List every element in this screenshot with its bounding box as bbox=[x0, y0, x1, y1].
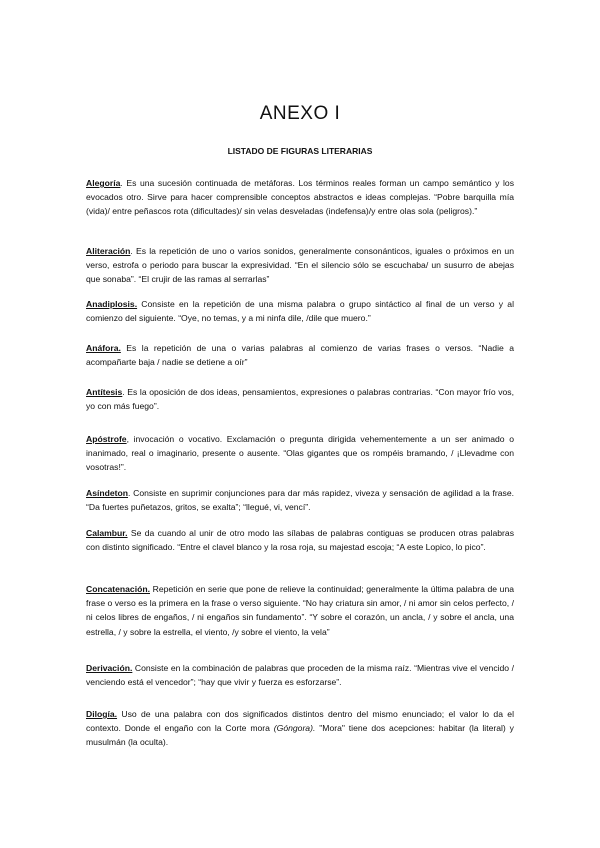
page-title: ANEXO I bbox=[259, 103, 341, 124]
entry-apostrofe bbox=[86, 432, 514, 475]
entry-text: Consiste en la repetición de una misma palabra o grupo sintáctico al final de un verso y al comienzo del siguiente. “Oye, no temas, y a mi ninfa dile, /dile que muero.” bbox=[86, 299, 514, 324]
entry-text: Uso de una palabra con dos significados distintos dentro del mismo enunciado; el valor lo da el contexto. Donde el engaño con la Corte mora bbox=[86, 709, 514, 734]
entry-text: . Es la oposición de dos ideas, pensamientos, expresiones o palabras contrarias. “Con mayor frío vos, yo con más fuego”. bbox=[86, 387, 514, 412]
entry-term: Anáfora. bbox=[86, 343, 121, 353]
entry-source: (Góngora). bbox=[273, 723, 316, 734]
entry-antitesis bbox=[86, 385, 514, 413]
entry-text: Es la repetición de una o varias palabras al comienzo de varias frases o versos. “Nadie a acompañarte baja / nadie se detiene a oír” bbox=[86, 343, 514, 368]
entry-term: Calambur. bbox=[86, 528, 128, 538]
entry-anafora bbox=[86, 341, 514, 369]
entry-text: Repetición en serie que pone de relieve la continuidad; generalmente la última palabra de una frase o verso es la primera en la frase o verso siguiente. “No hay criatura sin amor, / ni amor sin celos perfecto, / ni celos libres de engaños, / ni engaños sin fundamento”. “Y sobre el corazón, un ancla, / y sobre el ancla, una estrella, / y sobre la estrella, el viento, /y sobre el viento, la vela” bbox=[86, 584, 514, 637]
entry-aliteracion bbox=[86, 244, 514, 287]
entry-term: Apóstrofe bbox=[86, 434, 127, 444]
entry-text-continued: "Mora" tiene dos acepciones: habitar (la literal) y musulmán (la oculta). bbox=[86, 723, 514, 748]
entry-text: Consiste en la combinación de palabras que proceden de la misma raíz. “Mientras vive el vencido / venciendo está el vencedor”; “hay que vivir y fuerza es esforzarse”. bbox=[86, 663, 514, 688]
entry-dilogia bbox=[86, 707, 514, 750]
entry-text: . Consiste en suprimir conjunciones para dar más rapidez, viveza y sensación de agilidad a la frase. “Da fuertes puñetazos, gritos, se exalta”; “llegué, vi, vencí”. bbox=[86, 488, 514, 513]
entry-text: . Es una sucesión continuada de metáforas. Los términos reales forman un campo semántico y los evocados otro. Sirve para hacer comprensible conceptos abstractos e ideas complejas. “Pobre barquilla mía (vida)/ entre peñascos rota (dificultades)/ sin velas desveladas (indefensa)/y entre olas sola (peligros).” bbox=[86, 178, 514, 217]
entry-term: Concatenación. bbox=[86, 584, 150, 594]
entry-term: Derivación. bbox=[86, 663, 133, 673]
page-subtitle: LISTADO DE FIGURAS LITERARIAS bbox=[227, 146, 373, 156]
entry-concatenacion bbox=[86, 582, 514, 639]
entry-term: Alegoría bbox=[86, 178, 121, 188]
entry-text: Se da cuando al unir de otro modo las sílabas de palabras contiguas se producen otras palabras con distinto significado. “Entre el clavel blanco y la rosa roja, su majestad escoja; “A este Lopico, lo pico”. bbox=[86, 528, 514, 553]
entry-term: Anadiplosis. bbox=[86, 299, 138, 309]
entry-text: . Es la repetición de uno o varios sonidos, generalmente consonánticos, iguales o próximos en un verso, estrofa o periodo para buscar la expresividad. “En el silencio sólo se escuchaba/ un susurro de abejas que sonaba”. “El crujir de las ramas al serrarlas” bbox=[86, 246, 514, 285]
entry-term: Antítesis bbox=[86, 387, 123, 397]
entry-term: Aliteración bbox=[86, 246, 131, 256]
entry-anadiplosis bbox=[86, 297, 514, 325]
entry-calambur bbox=[86, 526, 514, 554]
entry-text: , invocación o vocativo. Exclamación o pregunta dirigida vehementemente a un ser animado o inanimado, real o imaginario, presente o ausente. “Olas gigantes que os rompéis bramando, / ¡Llevadme con vosotras!”. bbox=[86, 434, 514, 473]
entry-alegoria bbox=[86, 176, 514, 219]
entry-asindeton bbox=[86, 486, 514, 514]
entry-term: Dilogía. bbox=[86, 709, 118, 719]
entry-term: Asíndeton bbox=[86, 488, 129, 498]
entry-derivacion bbox=[86, 661, 514, 689]
